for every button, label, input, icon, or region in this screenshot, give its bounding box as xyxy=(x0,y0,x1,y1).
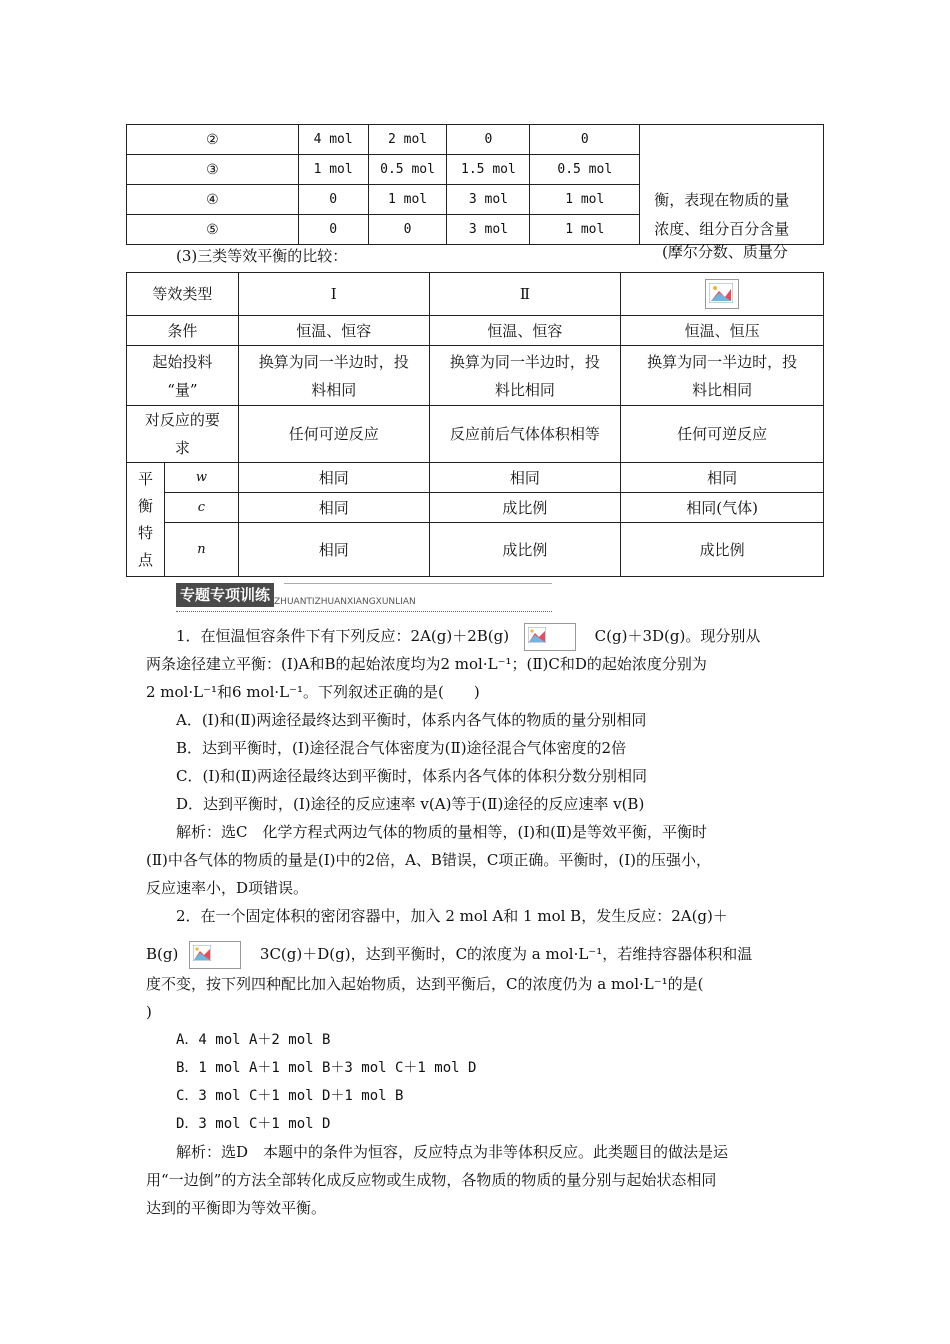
row-label-line: 求 xyxy=(174,439,190,457)
q1-stem-part: C(g)＋3D(g)。现分别从 xyxy=(594,627,761,645)
q1-option-d: D．达到平衡时，(Ⅰ)途径的反应速率 v(A)等于(Ⅱ)途径的反应速率 v(B) xyxy=(176,795,645,813)
cell: 3 mol xyxy=(447,215,530,245)
cell: 恒温、恒压 xyxy=(621,316,824,346)
banner-pinyin: ZHUANTIZHUANXIANGXUNLIAN xyxy=(274,597,416,607)
q1-stem xyxy=(176,622,760,651)
banner-dotted-rule xyxy=(176,611,552,612)
table-row xyxy=(127,125,824,155)
table-row xyxy=(127,406,824,463)
cell: 相同(气体) xyxy=(621,493,824,523)
feature-label-char: 平 xyxy=(137,469,153,488)
symbol-n: n xyxy=(164,523,238,577)
cell xyxy=(621,346,824,406)
q2-option-d: D．3 mol C＋1 mol D xyxy=(176,1116,331,1132)
q2-answer: 达到的平衡即为等效平衡。 xyxy=(146,1199,327,1217)
q1-line: 2 mol·L⁻¹和6 mol·L⁻¹。下列叙述正确的是( ) xyxy=(146,683,480,701)
q2-stem: 2．在一个固定体积的密闭容器中，加入 2 mol A和 1 mol B，发生反应：2A(g)＋ xyxy=(176,907,728,925)
q2-line-part: B(g) xyxy=(146,945,179,963)
row-label-line: “量” xyxy=(167,380,198,399)
feature-label xyxy=(127,463,165,577)
cell xyxy=(238,346,429,406)
note-line: 浓度、组分百分含量 xyxy=(654,220,790,238)
q1-stem-part: 1．在恒温恒容条件下有下列反应：2A(g)＋2B(g) xyxy=(176,627,510,645)
row-label xyxy=(127,346,239,406)
table-row xyxy=(127,346,824,406)
cell: 相同 xyxy=(238,463,429,493)
cell: 相同 xyxy=(238,523,429,577)
note-overflow-line: (摩尔分数、质量分 xyxy=(662,243,788,261)
cell: 成比例 xyxy=(621,523,824,577)
symbol-w: w xyxy=(164,463,238,493)
q1-option-b: B．达到平衡时，(Ⅰ)途径混合气体密度为(Ⅱ)途径混合气体密度的2倍 xyxy=(176,739,627,757)
cell: 1 mol xyxy=(298,155,368,185)
section-banner xyxy=(176,583,552,609)
cell: 成比例 xyxy=(429,523,621,577)
cell: 相同 xyxy=(621,463,824,493)
cell: 0.5 mol xyxy=(530,155,640,185)
cell: 3 mol xyxy=(447,185,530,215)
cell: 0 xyxy=(447,125,530,155)
cell: 0 xyxy=(298,215,368,245)
q1-line: 两条途径建立平衡：(Ⅰ)A和B的起始浓度均为2 mol·L⁻¹；(Ⅱ)C和D的起始浓度分别为 xyxy=(146,655,707,673)
banner-top-rule xyxy=(284,583,552,584)
symbol-c: c xyxy=(164,493,238,523)
table-row xyxy=(127,493,824,523)
q1-answer: (Ⅱ)中各气体的物质的量是(Ⅰ)中的2倍，A、B错误，C项正确。平衡时，(Ⅰ)的压强小， xyxy=(146,851,712,869)
cell-line: 料比相同 xyxy=(494,380,555,399)
q2-option-c: C．3 mol C＋1 mol D＋1 mol B xyxy=(176,1088,404,1104)
feature-label-char: 特 xyxy=(137,523,153,542)
cell: 0 xyxy=(368,215,447,245)
cell: 反应前后气体体积相等 xyxy=(429,406,621,463)
table-row xyxy=(127,273,824,316)
q1-answer: 解析：选C 化学方程式两边气体的物质的量相等，(Ⅰ)和(Ⅱ)是等效平衡，平衡时 xyxy=(176,823,708,841)
q1-option-c: C．(Ⅰ)和(Ⅱ)两途径最终达到平衡时，体系内各气体的体积分数分别相同 xyxy=(176,767,648,785)
row-label: ⑤ xyxy=(127,215,299,245)
row-label: ③ xyxy=(127,155,299,185)
image-placeholder-icon xyxy=(705,279,739,309)
q1-answer: 反应速率小，D项错误。 xyxy=(146,879,309,897)
cell: 相同 xyxy=(238,493,429,523)
header-label: 等效类型 xyxy=(127,273,239,316)
row-label: ② xyxy=(127,125,299,155)
feature-label-char: 衡 xyxy=(137,496,153,515)
cell: 0.5 mol xyxy=(368,155,447,185)
row-label: 条件 xyxy=(127,316,239,346)
feature-label-char: 点 xyxy=(137,550,153,569)
header-col: Ⅱ xyxy=(429,273,621,316)
header-col: Ⅰ xyxy=(238,273,429,316)
cell: 1 mol xyxy=(368,185,447,215)
q2-answer: 解析：选D 本题中的条件为恒容，反应特点为非等体积反应。此类题目的做法是运 xyxy=(176,1143,729,1161)
note-cell xyxy=(640,125,824,245)
q1-option-a: A．(Ⅰ)和(Ⅱ)两途径最终达到平衡时，体系内各气体的物质的量分别相同 xyxy=(176,711,647,729)
cell: 0 xyxy=(298,185,368,215)
q2-line: 度不变，按下列四种配比加入起始物质，达到平衡后，C的浓度仍为 a mol·L⁻¹的是( xyxy=(146,975,704,993)
cell: 1 mol xyxy=(530,215,640,245)
cell: 任何可逆反应 xyxy=(238,406,429,463)
cell: 2 mol xyxy=(368,125,447,155)
cell: 1.5 mol xyxy=(447,155,530,185)
cell: 0 xyxy=(530,125,640,155)
cell: 成比例 xyxy=(429,493,621,523)
q2-option-a: A．4 mol A＋2 mol B xyxy=(176,1032,331,1048)
table-row xyxy=(127,463,824,493)
banner-title: 专题专项训练 xyxy=(176,583,274,607)
moles-table xyxy=(126,124,824,245)
cell: 4 mol xyxy=(298,125,368,155)
cell xyxy=(429,346,621,406)
row-label xyxy=(127,406,239,463)
header-col-image xyxy=(621,273,824,316)
table-row xyxy=(127,316,824,346)
equilibrium-arrow-image-icon xyxy=(524,623,576,651)
row-label: ④ xyxy=(127,185,299,215)
cell-line: 料相同 xyxy=(311,380,357,399)
table-row xyxy=(127,523,824,577)
q2-option-b: B．1 mol A＋1 mol B＋3 mol C＋1 mol D xyxy=(176,1060,477,1076)
cell: 相同 xyxy=(429,463,621,493)
note-line: 衡，表现在物质的量 xyxy=(654,191,790,209)
q2-line xyxy=(146,940,806,969)
equivalence-comparison-table xyxy=(126,272,824,577)
cell: 1 mol xyxy=(530,185,640,215)
cell-line: 换算为同一半边时，投 xyxy=(449,352,600,371)
cell: 任何可逆反应 xyxy=(621,406,824,463)
row-label-line: 起始投料 xyxy=(152,352,213,371)
q2-line-part: 3C(g)＋D(g)，达到平衡时，C的浓度为 a mol·L⁻¹，若维持容器体积和温 xyxy=(259,945,753,963)
equilibrium-arrow-image-icon xyxy=(189,941,241,969)
q2-answer: 用“一边倒”的方法全部转化成反应物或生成物，各物质的物质的量分别与起始状态相同 xyxy=(146,1171,717,1189)
cell-line: 换算为同一半边时，投 xyxy=(258,352,409,371)
cell-line: 换算为同一半边时，投 xyxy=(647,352,798,371)
cell: 恒温、恒容 xyxy=(429,316,621,346)
row-label-line: 对反应的要 xyxy=(144,411,220,429)
cell: 恒温、恒容 xyxy=(238,316,429,346)
q2-line: ) xyxy=(146,1003,152,1021)
section-title: (3)三类等效平衡的比较： xyxy=(176,247,348,265)
cell-line: 料比相同 xyxy=(692,380,753,399)
